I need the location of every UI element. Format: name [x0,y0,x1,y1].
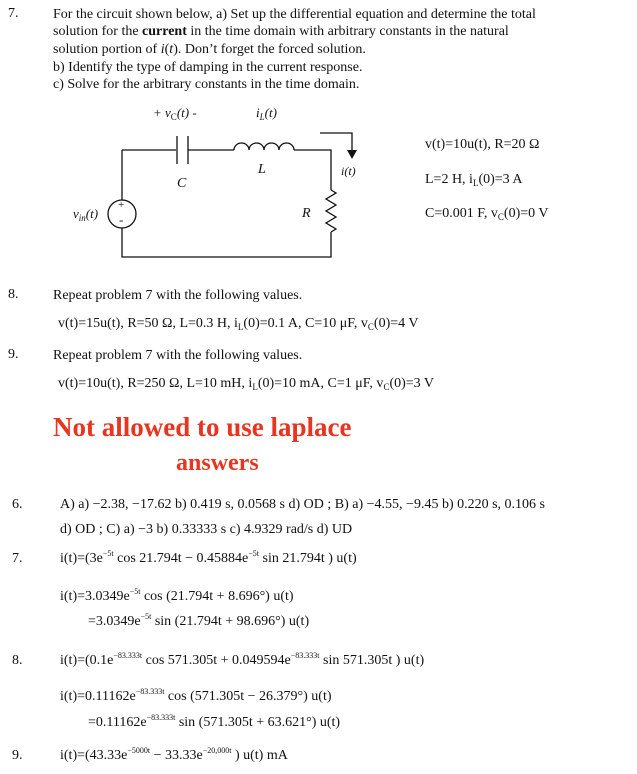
answer-7-eq-2-b: cos (21.794t + 8.696°) u(t) [140,589,294,604]
given-line-1: v(t)=10u(t), R=20 Ω [425,137,540,152]
problem-8-sub-1: L [237,322,244,332]
answer-9-eq-1-c: ) u(t) mA [231,748,288,763]
answer-7-eq-3-exp: −5t [140,612,152,621]
notice-line-1: Not allowed to use laplace [53,412,352,442]
problem-8-values [58,316,418,332]
vc-t: (t) - [176,105,197,120]
problem-7-number: 7. [8,6,19,21]
answer-9-eq-1-exp-2: −20,000t [202,746,232,755]
answer-7-eq-1-a: i(t)=(3e [60,551,103,566]
answer-8-eq-1-b: cos 571.305t + 0.049594e [142,653,291,668]
problem-8-values-c: (0)=4 V [373,316,419,331]
problem-8-values-b: (0)=0.1 A, C=10 μF, v [243,316,368,331]
given-line-2-start: L=2 H, i [425,172,473,187]
problem-8-text: Repeat problem 7 with the following values. [53,288,303,303]
problem-7-t: t [169,42,174,57]
problem-7-line-4: b) Identify the type of damping in the current response. [53,60,363,75]
vin-text: v [73,206,79,221]
problem-9-values-b: (0)=10 mA, C=1 μF, v [257,376,384,391]
answer-7-number: 7. [12,551,23,566]
answer-8-eq-1 [60,653,424,669]
answer-7-eq-1 [60,551,357,567]
il-t: (t) [264,105,277,120]
wire-bottom [122,228,331,257]
answer-8-eq-2-exp: −83.333t [135,687,165,696]
vc-sub: C [170,112,177,122]
answer-6-line-2: d) OD ; C) a) −3 b) 0.33333 s c) 4.9329 rad/s d) UD [60,522,353,537]
il-label [256,105,277,121]
source-plus: + [118,199,125,211]
answer-8-eq-1-exp-1: −83.333t [113,651,143,660]
problem-7-line-3-start: solution portion of [53,42,161,57]
given-line-3-start: C=0.001 F, v [425,206,498,221]
current-it-label: i(t) [341,164,356,178]
answer-8-eq-2-b: cos (571.305t − 26.379°) u(t) [164,689,332,704]
resistor-zigzag [326,190,336,232]
vin-sub: in [78,213,86,223]
answer-8-eq-1-exp-2: −83.333t [290,651,320,660]
vin-label [73,206,98,222]
il-sub: L [259,112,265,122]
answer-7-eq-3 [88,614,309,630]
answer-9-eq-1 [60,748,288,764]
problem-9-values [58,376,434,392]
answer-9-eq-1-b: − 33.33e [150,748,203,763]
answer-6-number: 6. [12,497,23,512]
problem-9-sub-1: L [252,382,258,392]
answer-8-eq-3-exp: −83.333t [146,713,176,722]
given-line-2-sub: L [472,178,479,188]
problem-7-line-5: c) Solve for the arbitrary constants in the time domain. [53,77,360,92]
answer-7-eq-1-exp-2: −5t [248,549,260,558]
answer-7-eq-3-b: sin (21.794t + 98.696°) u(t) [151,614,310,629]
capacitor-label: C [177,176,187,191]
answer-8-eq-3 [88,715,340,731]
problem-8-sub-2: C [367,322,374,332]
resistor-label: R [302,206,311,221]
answer-7-eq-2-a: i(t)=3.0349e [60,589,130,604]
problem-7-line-2-end: in the time domain with arbitrary constants in the natural [186,24,509,39]
answer-7-eq-1-c: sin 21.794t ) u(t) [259,551,357,566]
answer-8-number: 8. [12,653,23,668]
current-arrow-head [347,150,357,159]
answer-9-eq-1-a: i(t)=(43.33e [60,748,128,763]
answer-7-eq-2-exp: −5t [129,587,141,596]
notice-line-2: answers [176,450,259,476]
problem-9-values-c: (0)=3 V [389,376,435,391]
il-text: i [256,105,260,120]
problem-8-values-a: v(t)=15u(t), R=50 Ω, L=0.3 H, i [58,316,238,331]
answer-9-eq-1-exp-1: −5000t [127,746,151,755]
problem-9-number: 9. [8,347,19,362]
problem-9-sub-2: C [383,382,390,392]
source-minus: - [119,212,124,227]
vin-t: (t) [85,206,99,221]
problem-7-current-emphasis: current [142,24,187,39]
answer-8-eq-2 [60,689,332,705]
problem-7-line-1: For the circuit shown below, a) Set up the differential equation and determine the total [53,7,536,22]
answer-7-eq-3-a: =3.0349e [88,614,141,629]
answer-8-eq-3-a: =0.11162e [88,715,147,730]
given-line-3-sub: C [497,212,504,222]
answer-7-eq-1-exp-1: −5t [102,549,114,558]
problem-7-line-2-start: solution for the [53,24,143,39]
answer-7-eq-1-b: cos 21.794t − 0.45884e [113,551,249,566]
answer-7-eq-2 [60,589,294,605]
answer-6-line-1: A) a) −2.38, −17.62 b) 0.419 s, 0.0568 s d) OD ; B) a) −4.55, −9.45 b) 0.220 s, 0.106 s [60,497,545,512]
problem-7-paren: ( [164,42,170,57]
answer-8-eq-1-c: sin 571.305t ) u(t) [319,653,425,668]
problem-7-line-3-end: ). Don’t forget the forced solution. [173,42,366,57]
given-line-3 [425,206,549,222]
problem-9-values-a: v(t)=10u(t), R=250 Ω, L=10 mH, i [58,376,253,391]
inductor-label: L [258,162,266,177]
inductor-coil [234,143,294,150]
problem-7-i: i [160,42,165,57]
answer-8-eq-1-a: i(t)=(0.1e [60,653,114,668]
answer-9-number: 9. [12,748,23,763]
wire-top-right [294,150,331,190]
problem-9-text: Repeat problem 7 with the following values. [53,348,303,363]
problem-8-number: 8. [8,287,19,302]
vc-text: + v [153,105,171,120]
vc-label [153,105,197,121]
answer-8-eq-3-b: sin (571.305t + 63.621°) u(t) [175,715,341,730]
given-line-2-end: (0)=3 A [478,172,523,187]
current-arrow-line [320,133,352,152]
given-line-2 [425,172,523,188]
answer-8-eq-2-a: i(t)=0.11162e [60,689,136,704]
given-line-3-end: (0)=0 V [503,206,549,221]
